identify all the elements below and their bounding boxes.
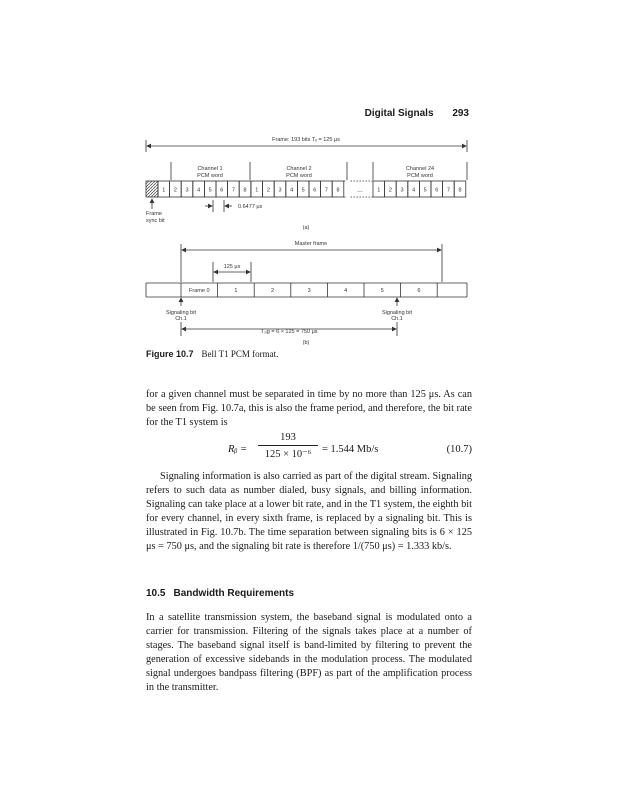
channel-2-label: Channel 2	[286, 166, 312, 172]
bit-number: 4	[290, 187, 294, 194]
frame-label: 1	[234, 288, 238, 294]
section-heading	[146, 588, 302, 599]
figure-caption-text: Bell T1 PCM format.	[201, 349, 279, 359]
bit-number: 6	[313, 187, 317, 194]
bit-number: 5	[423, 187, 427, 194]
signaling-left-label-1: Signaling bit	[166, 310, 196, 316]
equation-fraction	[258, 432, 318, 460]
bit-number: 6	[220, 187, 224, 194]
paragraph-2: Signaling information is also carried as part of the digital stream. Signaling refers to such data as number dialed, busy signals, and billing information. Signaling can take place at a lower bit rate, and in the T1 system, the eighth bit for every channel, in every sixth frame, is replaced by a signaling bit. This is illustrated in Fig. 10.7b. The time separation between signaling bits is 6 × 125 μs = 750 μs, and the signaling bit rate is therefore 1/(750 μs) = 1.333 kb/s.	[146, 471, 472, 553]
channel-1-sub: PCM word	[197, 173, 223, 179]
bit-number: 7	[324, 187, 328, 194]
frame-label: Frame 0	[189, 288, 210, 294]
paragraph-3: In a satellite transmission system, the baseband signal is modulated onto a carrier for transmission. Filtering of the signals takes place at a number of stages. The baseband signal itself is band-limited by filtering to prevent the generation of excessive sidebands in the modulation process. The modulated signal undergoes bandpass filtering (BPF) as part of the amplification process in the transmitter.	[146, 612, 472, 694]
bit-number: 2	[388, 187, 392, 194]
bit-number: 2	[266, 187, 270, 194]
figure-b-sublabel: (b)	[302, 340, 310, 346]
figure-caption	[146, 349, 278, 359]
frame-label: 6	[417, 288, 421, 294]
bit-number: 1	[377, 187, 381, 194]
bit-number: 1	[162, 187, 166, 194]
equation-numerator: 193	[280, 432, 296, 443]
equation-lhs: Rᵦ =	[228, 444, 248, 455]
bit-number: 6	[435, 187, 439, 194]
channel-24-sub: PCM word	[407, 173, 433, 179]
header-title: Digital Signals	[364, 108, 434, 119]
figure-10-7	[0, 0, 617, 360]
page-number: 293	[452, 108, 469, 119]
channel-1-label: Channel 1	[197, 166, 223, 172]
equation-denominator: 125 × 10⁻⁶	[264, 449, 312, 460]
frame-label: 2	[270, 288, 275, 294]
bit-number: 1	[255, 187, 259, 194]
section-number: 10.5	[146, 588, 166, 599]
bit-number: 3	[278, 187, 282, 194]
frame-label: 3	[307, 288, 311, 294]
bit-number: 3	[185, 187, 189, 194]
paragraph-1: for a given channel must be separated in time by no more than 125 μs. As can be seen from Fig. 10.7a, this is also the frame period, and therefore, the bit rate for the T1 system is	[146, 389, 472, 429]
figure-number: Figure 10.7	[146, 349, 194, 359]
bit-number: 8	[243, 187, 247, 194]
bit-number: 8	[336, 187, 340, 194]
frame-bits-label: Frame: 193 bits Tₓ = 125 μs	[272, 137, 340, 143]
bit-number: 7	[446, 187, 450, 194]
frame-sync-label-2: sync bit	[146, 218, 165, 224]
bit-number: 4	[197, 187, 201, 194]
bit-ellipsis: ...	[357, 187, 363, 194]
bit-number: 2	[173, 187, 177, 194]
equation-rhs: = 1.544 Mb/s	[322, 444, 379, 455]
equation-10-7	[146, 432, 472, 468]
master-frame-label: Master frame	[294, 241, 328, 247]
channel-24-label: Channel 24	[405, 166, 435, 172]
section-title: Bandwidth Requirements	[173, 588, 295, 599]
bit-number: 8	[458, 187, 462, 194]
tsig-label: Tₛᵢg = 6 × 125 = 750 μs	[260, 329, 318, 335]
bit-time-label: 0.6477 μs	[238, 204, 263, 210]
signaling-right-label-2: Ch.1	[391, 316, 403, 322]
bit-number: 3	[400, 187, 404, 194]
fraction-bar	[258, 445, 318, 446]
signaling-right-label-1: Signaling bit	[382, 310, 412, 316]
figure-a-sublabel: (a)	[302, 225, 310, 231]
bit-number: 5	[301, 187, 305, 194]
frame-label: 4	[344, 288, 348, 294]
frame-sync-label-1: Frame	[146, 211, 162, 217]
bit-number: 5	[208, 187, 212, 194]
period-label: 125 μs	[223, 264, 241, 270]
bit-number: 4	[412, 187, 416, 194]
channel-2-sub: PCM word	[286, 173, 312, 179]
equation-number: (10.7)	[446, 444, 472, 455]
bit-number: 7	[231, 187, 235, 194]
frame-label: 5	[380, 288, 384, 294]
signaling-left-label-2: Ch.1	[175, 316, 187, 322]
